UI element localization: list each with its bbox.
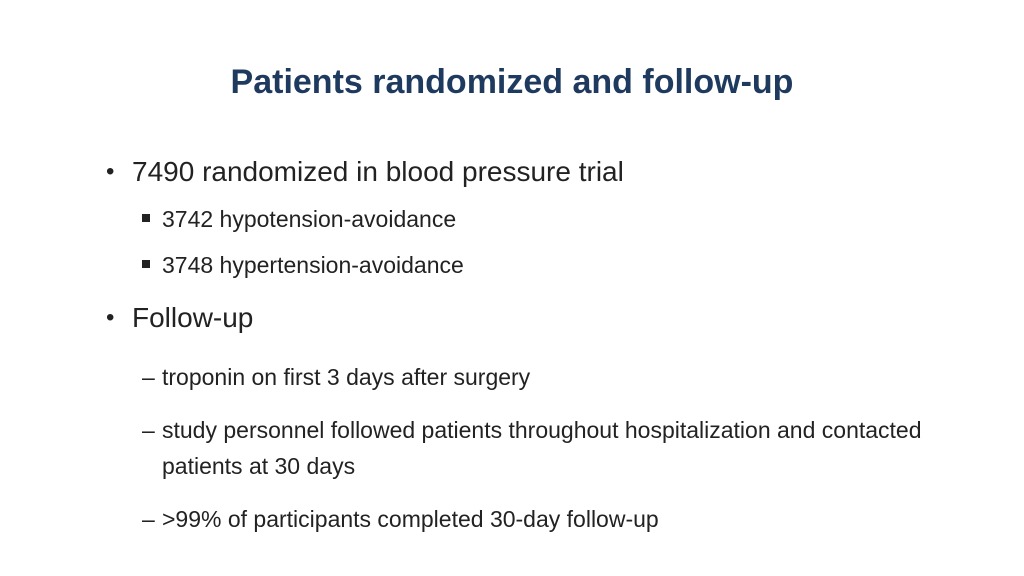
sub-bullet-item (104, 359, 924, 395)
bullet-dot-icon: • (106, 158, 115, 185)
bullet-item (104, 148, 924, 196)
sub-bullet-text: 3742 hypotension-avoidance (162, 206, 457, 232)
bullet-text: 7490 randomized in blood pressure trial (132, 156, 624, 187)
sub-bullet-item (104, 196, 924, 242)
bullet-item (104, 294, 924, 342)
sub-bullet-text: >99% of participants completed 30-day follow-up (162, 506, 659, 532)
sub-bullet-item (104, 412, 924, 484)
sub-bullet-item (104, 501, 924, 537)
bullet-list (104, 148, 924, 537)
sub-bullet-text: troponin on first 3 days after surgery (162, 364, 531, 390)
bullet-text: Follow-up (132, 302, 254, 333)
square-bullet-icon (142, 260, 150, 268)
dash-bullet-icon: – (142, 417, 155, 443)
sub-bullet-text: 3748 hypertension-avoidance (162, 252, 464, 278)
bullet-dot-icon: • (106, 304, 115, 331)
sub-bullet-text: study personnel followed patients throughout hospitalization and contacted patients at 30 days (162, 417, 922, 479)
slide-title: Patients randomized and follow-up (230, 63, 794, 101)
sub-bullet-item (104, 242, 924, 288)
dash-bullet-icon: – (142, 506, 155, 532)
dash-bullet-icon: – (142, 364, 155, 390)
square-bullet-icon (142, 214, 150, 222)
